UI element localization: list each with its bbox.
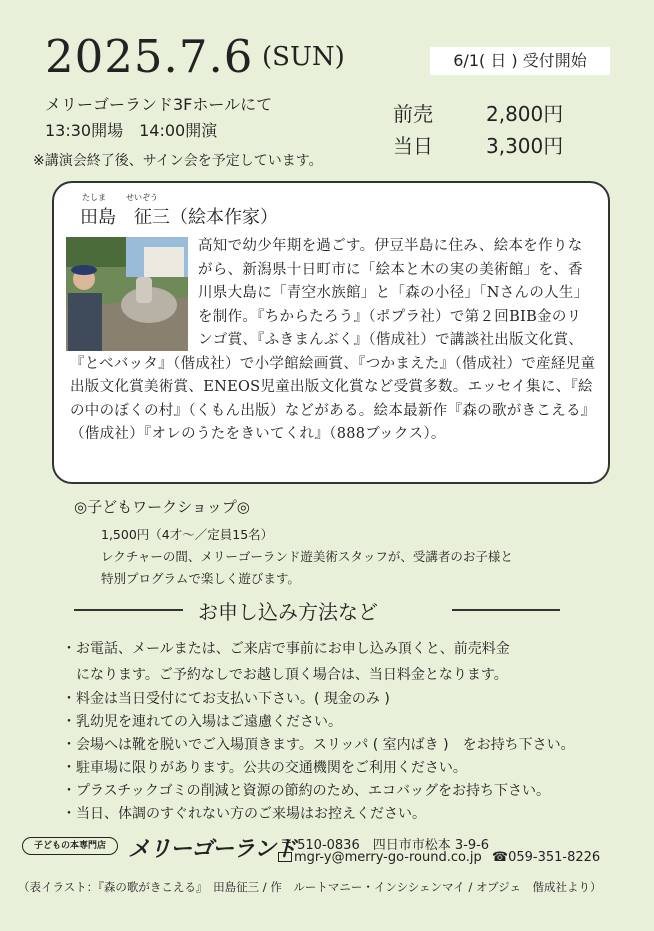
shop-phone[interactable]: 059-351-8226 (508, 850, 601, 865)
signing-note: ※講演会終了後、サイン会を予定しています。 (33, 153, 323, 169)
apply-section-title: お申し込み方法など (198, 600, 378, 624)
apply-item: ・駐車場に限りがあります。公共の交通機関をご利用ください。 (62, 760, 467, 776)
speaker-name: 田島 征三（絵本作家） (80, 207, 278, 228)
shop-name-logo: メリーゴーランド (128, 837, 297, 862)
apply-item: ・料金は当日受付にてお支払い下さい。( 現金のみ ) (62, 691, 390, 707)
workshop-line: 特別プログラムで楽しく遊びます。 (101, 571, 300, 586)
phone-icon: ☎ (491, 850, 509, 865)
apply-item: ・当日、体調のすぐれない方のご来場はお控えください。 (62, 806, 426, 822)
illustration-credit: （表イラスト：『森の歌がきこえる』 田島征三 / 作 ルートマニー・インシシェンマイ / オブジェ 偕成社より） (18, 880, 602, 894)
divider-right (452, 609, 560, 611)
price-door-value: 3,300円 (486, 134, 564, 158)
price-advance-value: 2,800円 (486, 102, 564, 126)
shop-tag-logo: 子どもの本専門店 (22, 837, 118, 855)
apply-item: ・会場へは靴を脱いでご入場頂きます。スリッパ ( 室内ばき ) をお持ち下さい。 (62, 737, 575, 753)
venue-info (45, 92, 272, 144)
event-weekday: (SUN) (262, 42, 345, 72)
apply-item: ・乳幼児を連れての入場はご遠慮ください。 (62, 714, 342, 730)
registration-badge: 6/1( 日 ) 受付開始 (430, 47, 610, 75)
event-date: 2025.7.6 (45, 30, 254, 83)
mail-icon (278, 852, 292, 862)
ruby-surname: たしま (82, 193, 106, 202)
price-door-label: 当日 (393, 134, 433, 158)
speaker-profile-card (52, 181, 610, 484)
speaker-bio (70, 235, 596, 447)
workshop-line: レクチャーの間、メリーゴーランド遊美術スタッフが、受講者のお子様と (101, 549, 513, 564)
ruby-given: せいぞう (126, 193, 158, 202)
shop-address: 〒 510-0836 四日市市松本 3-9-6 (280, 838, 490, 853)
shop-contact (278, 850, 600, 865)
workshop-title: ◎子どもワークショップ◎ (74, 498, 250, 516)
speaker-bio-text: 高知で幼少年期を過ごす。伊豆半島に住み、絵本を作りながら、新潟県十日町市に「絵本と木の実の美術館」を、香川県大島に「青空水族館」と「森の小径」「Nさんの人生」を制作。『ちからたろう』（ポプラ社）で第２回BIB金のリンゴ賞、『ふきまんぶく』（偕成社）で講談社出版文化賞、『とべバッタ』（偕成社）で小学館絵画賞、『つかまえた』（偕成社）で産経児童出版文化賞美術賞、ENEOS児童出版文化賞など受賞多数。エッセイ集に、『絵の中のぼくの村』（くもん出版）などがある。絵本最新作『森の歌がきこえる』（偕成社）『オレのうたをきいてくれ』（888ブックス）。 (70, 238, 596, 442)
divider-left (74, 609, 183, 611)
apply-item: になります。ご予約なしでお越し頂く場合は、当日料金となります。 (62, 667, 508, 683)
time-text: 13:30開場 14:00開演 (45, 121, 218, 140)
price-advance-label: 前売 (393, 102, 433, 126)
apply-item: ・プラスチックゴミの削減と資源の節約のため、エコバッグをお持ち下さい。 (62, 783, 551, 799)
workshop-line: 1,500円（4才〜／定員15名） (101, 527, 274, 542)
apply-item: ・お電話、メールまたは、ご来店で事前にお申し込み頂くと、前売料金 (62, 641, 510, 657)
venue-text: メリーゴーランド3Fホールにて (45, 95, 273, 114)
shop-email[interactable]: mgr-y@merry-go-round.co.jp (294, 850, 482, 865)
